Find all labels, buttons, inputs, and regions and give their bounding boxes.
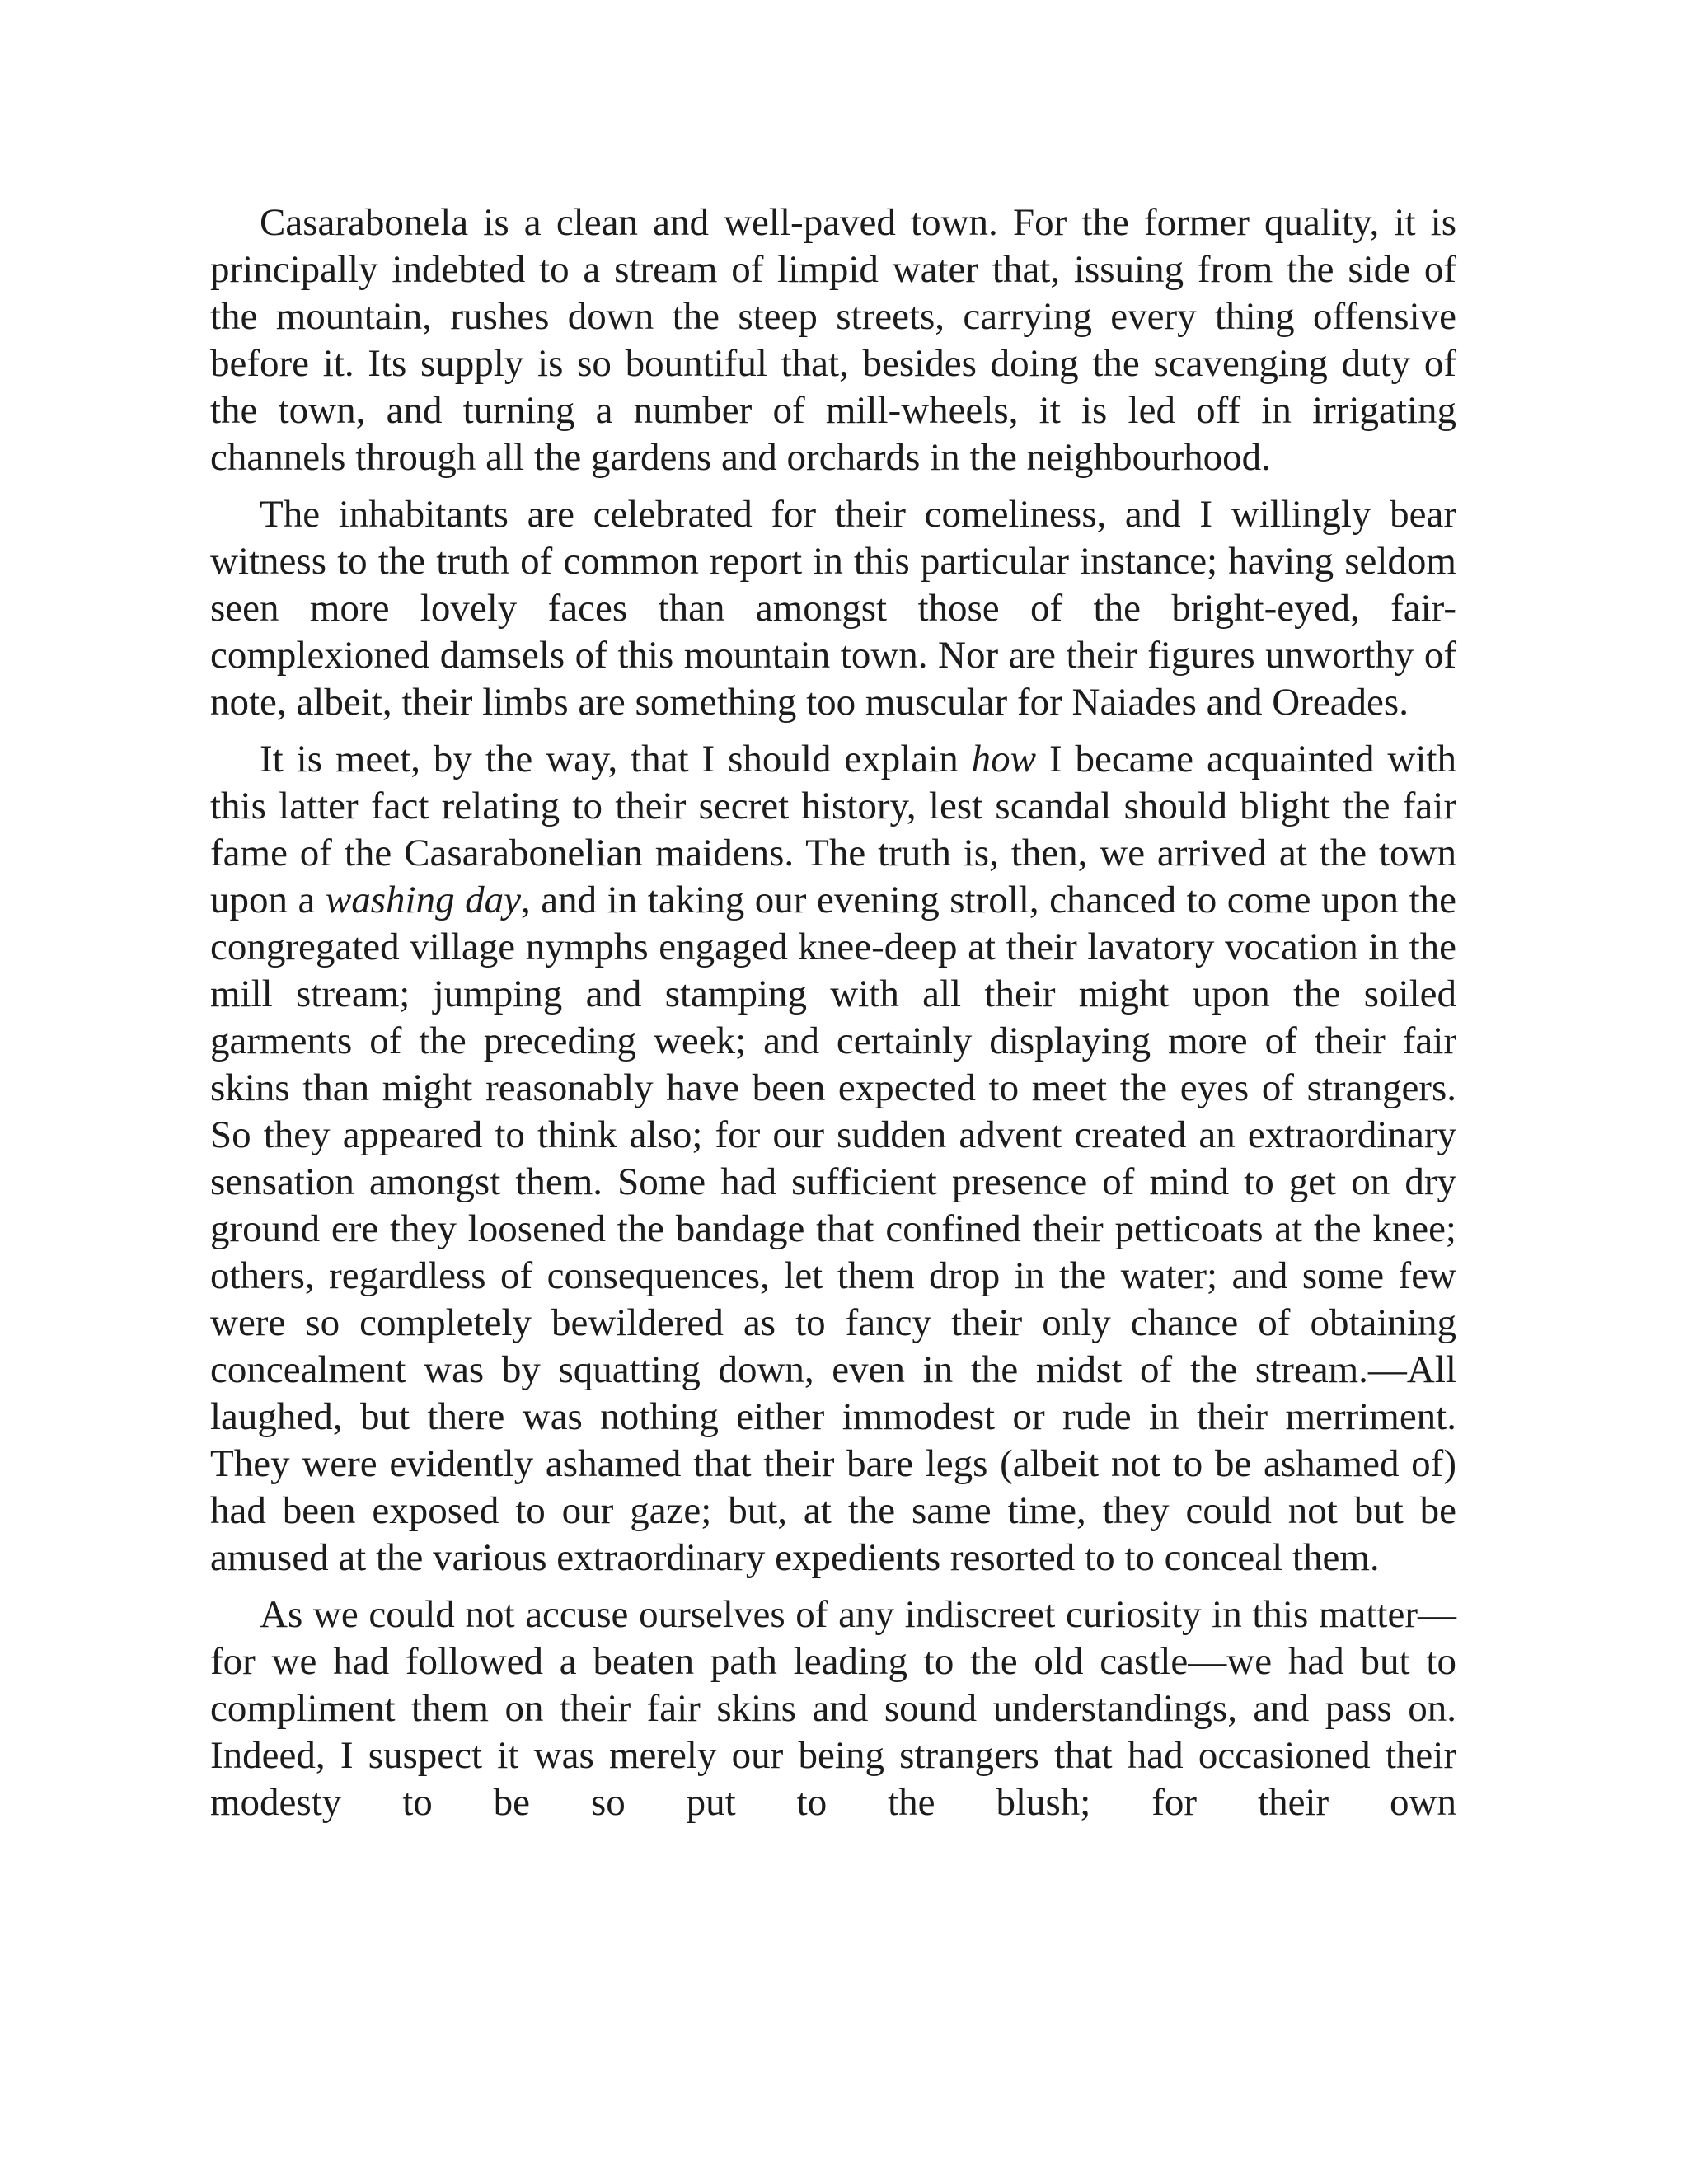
page-body (210, 199, 1456, 1826)
paragraph-pass-on: As we could not accuse ourselves of any indiscreet curiosity in this matter—for we had followed a beaten path leading to the old castle—we had but to compliment them on their fair skins and sound understandings, and pass on. Indeed, I suspect it was merely our being strangers that had occasioned their modesty to be so put to the blush; for their own (210, 1593, 1456, 1824)
paragraph-washing-day-text-3: , and in taking our evening stroll, chanced to come upon the congregated village nymphs engaged knee-deep at their lavatory vocation in the mill stream; jumping and stamping with all their might upon the soiled garments of the preceding week; and certainly displaying more of their fair skins than might reasonably have been expected to meet the eyes of strangers. So they appeared to think also; for our sudden advent created an extraordinary sensation amongst them. Some had sufficient presence of mind to get on dry ground ere they loosened the bandage that confined their petticoats at the knee; others, regardless of consequences, let them drop in the water; and some few were so completely bewildered as to fancy their only chance of obtaining concealment was by squatting down, even in the midst of the stream.—All laughed, but there was nothing either immodest or rude in their merriment. They were evidently ashamed that their bare legs (albeit not to be ashamed of) had been exposed to our gaze; but, at the same time, they could not but be amused at the various extraordinary expedients resorted to to conceal them. (210, 879, 1456, 1579)
paragraph-washing-day-text-1: It is meet, by the way, that I should explain (260, 738, 972, 780)
paragraph-washing-day-italic-how: how (971, 738, 1037, 780)
paragraph-inhabitants: The inhabitants are celebrated for their comeliness, and I willingly bear witness to the truth of common report in this particular instance; having seldom seen more lovely faces than amongst those of the bright-eyed, fair-complexioned damsels of this mountain town. Nor are their figures unworthy of note, albeit, their limbs are something too muscular for Naiades and Oreades. (210, 493, 1456, 724)
paragraph-washing-day-text-2: I became acquainted with this latter fact relating to their secret history, lest scandal should blight the fair fame of the Casarabonelian maidens. The truth is, then, we arrived at the town upon a (210, 738, 1456, 921)
paragraph-town-description: Casarabonela is a clean and well-paved town. For the former quality, it is principally indebted to a stream of limpid water that, issuing from the side of the mountain, rushes down the steep streets, carrying every thing offensive before it. Its supply is so bountiful that, besides doing the scavenging duty of the town, and turning a number of mill-wheels, it is led off in irrigating channels through all the gardens and orchards in the neighbourhood. (210, 201, 1456, 479)
paragraph-washing-day (210, 736, 1456, 1582)
paragraph-washing-day-italic-washing-day: washing day (325, 879, 522, 921)
